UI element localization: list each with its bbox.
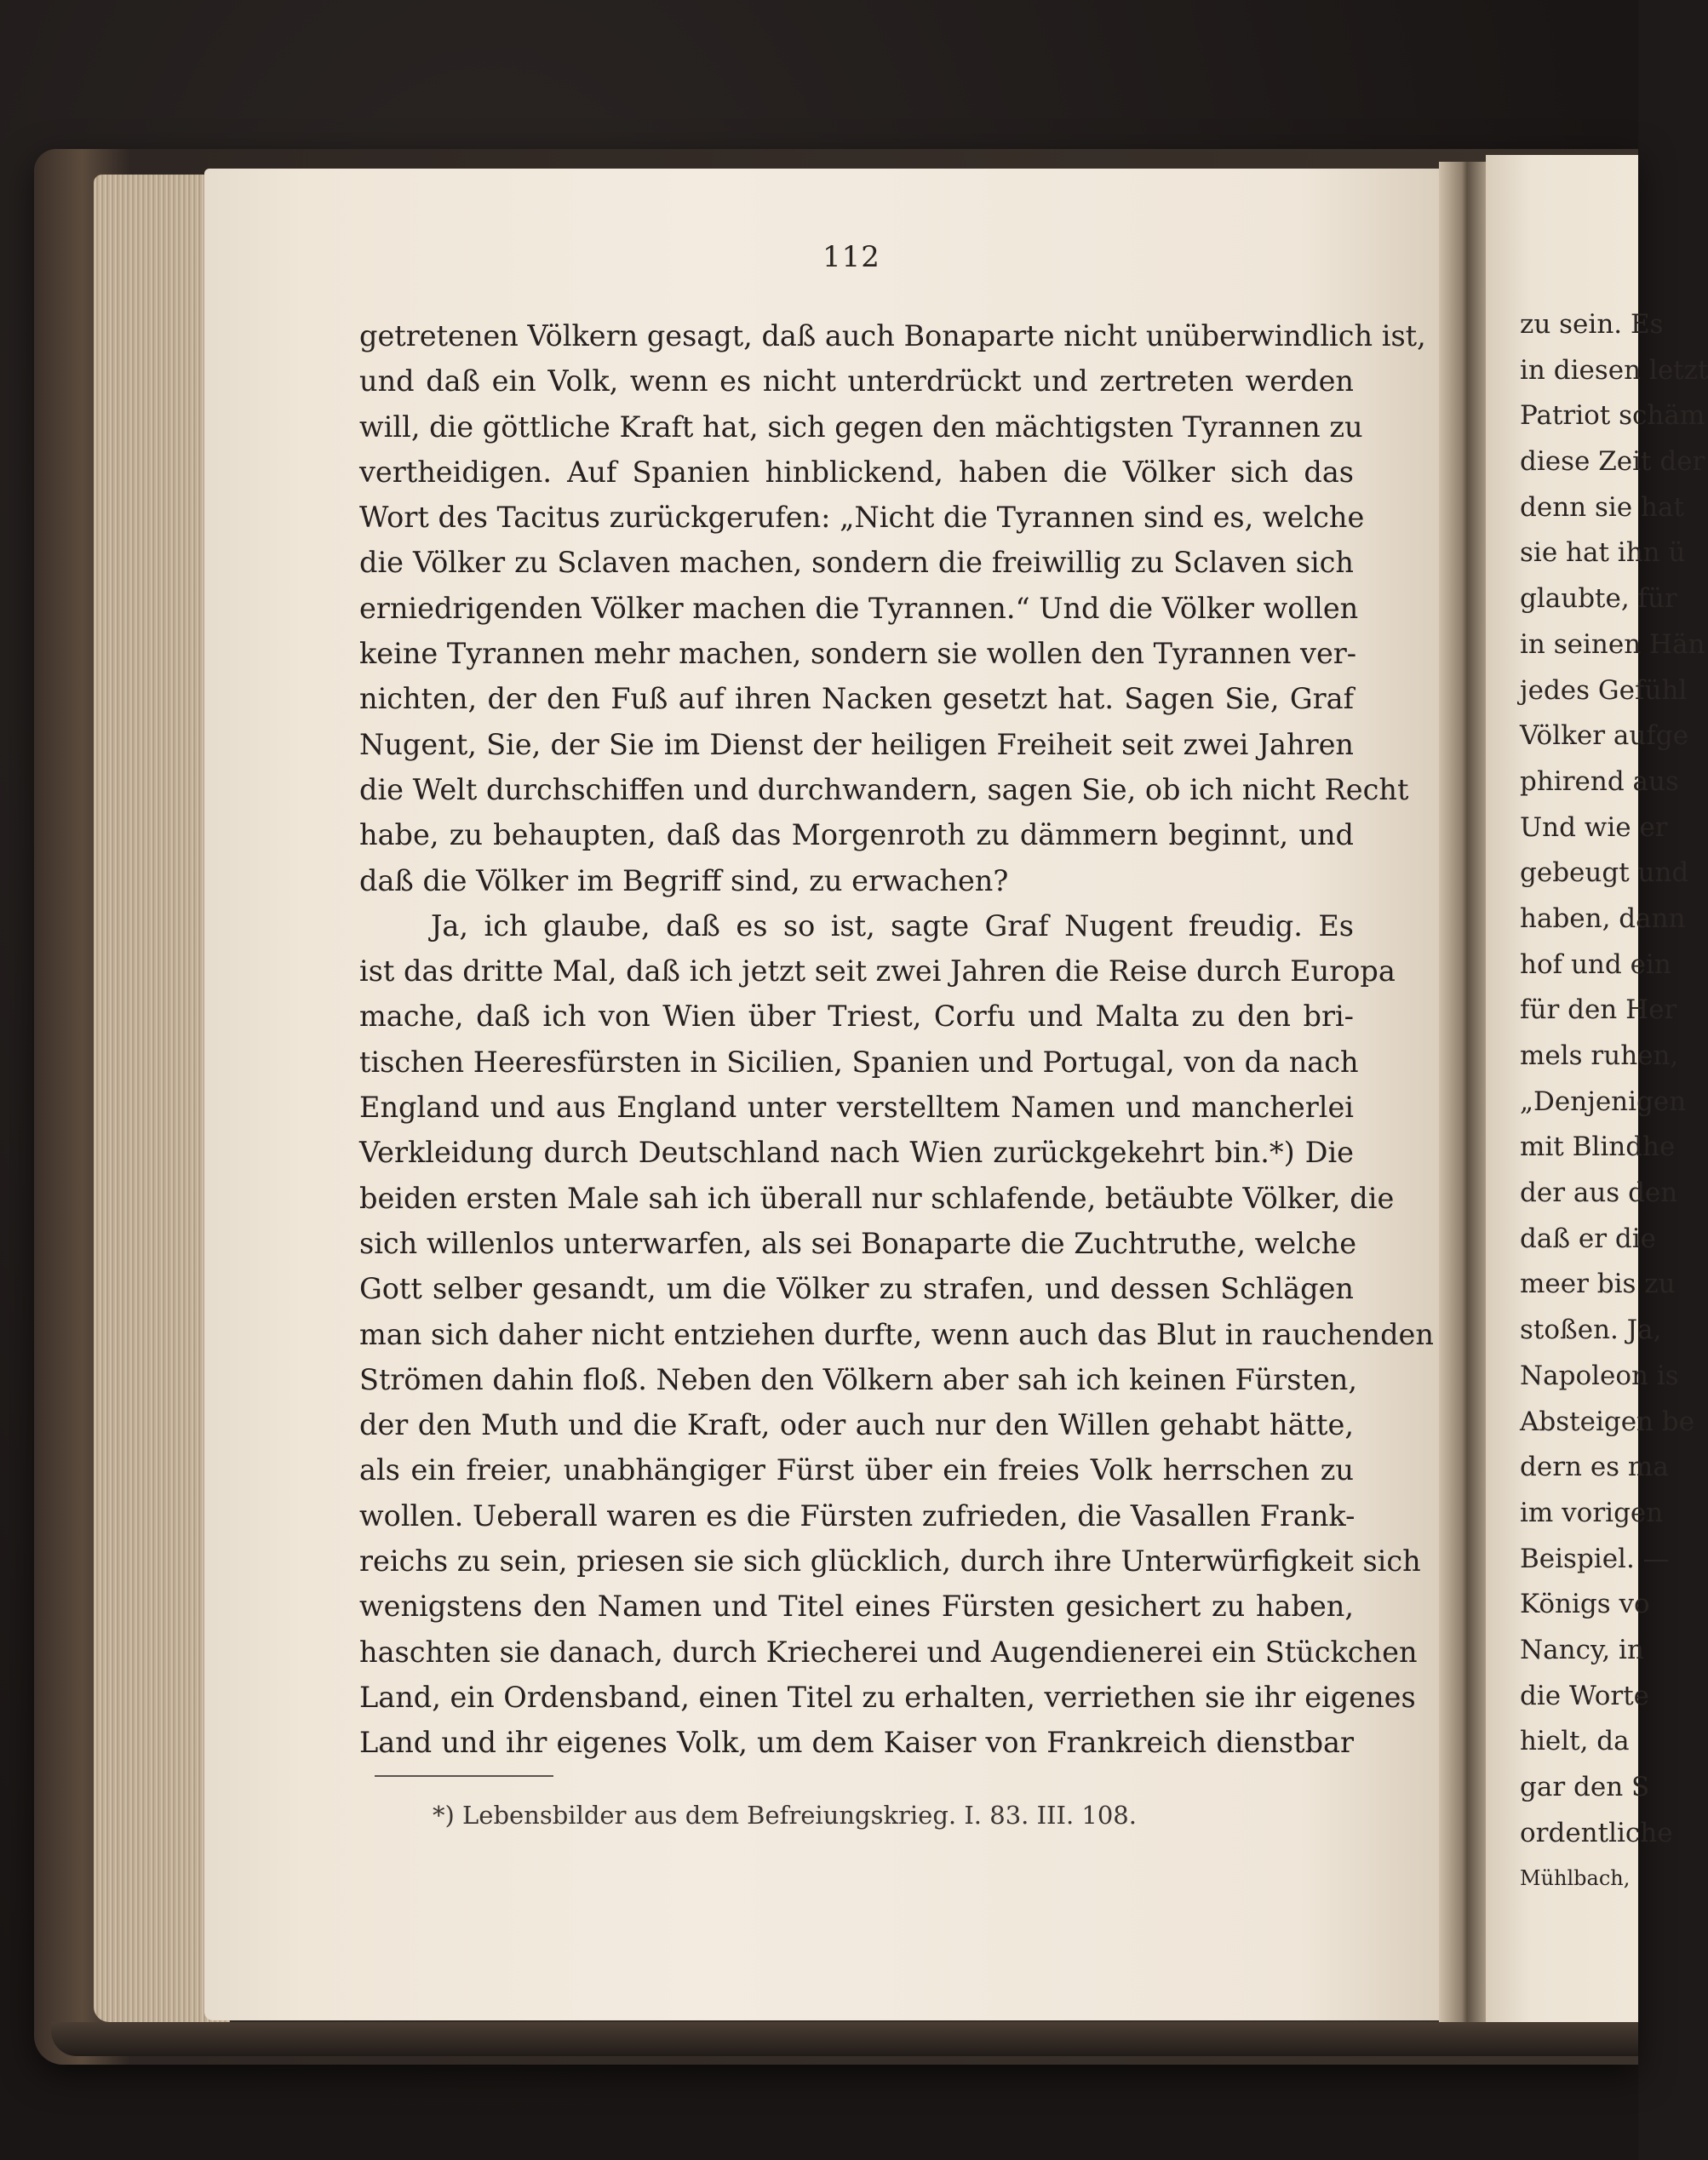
text-line: vertheidigen. Auf Spanien hinblickend, haben die Völker sich das (359, 455, 1354, 489)
footnote: *) Lebensbilder aus dem Befreiungskrieg. I. 83. III. 108. (433, 1801, 1137, 1830)
right-page-line: glaubte, für (1520, 583, 1677, 615)
text-line: nichten, der den Fuß auf ihren Nacken gesetzt hat. Sagen Sie, Graf (359, 682, 1354, 716)
right-page-line: haben, dann (1520, 902, 1686, 934)
text-line: getretenen Völkern gesagt, daß auch Bonaparte nicht unüberwindlich ist, (359, 319, 1426, 352)
text-line: Gott selber gesandt, um die Völker zu strafen, und dessen Schlägen (359, 1272, 1354, 1306)
right-page-line: im vorigen (1520, 1497, 1664, 1528)
right-page-line: diese Zeit der (1520, 446, 1705, 478)
text-line: Strömen dahin floß. Neben den Völkern aber sah ich keinen Fürsten, (359, 1362, 1358, 1396)
text-line: der den Muth und die Kraft, oder auch nur den Willen gehabt hätte, (359, 1408, 1354, 1442)
right-page-line: der aus den (1520, 1177, 1678, 1209)
right-page-line: jedes Gefühl (1520, 674, 1688, 706)
right-page-line: phirend aus (1520, 765, 1679, 797)
text-line: erniedrigenden Völker machen die Tyrannen.“ Und die Völker wollen (359, 591, 1359, 625)
text-line: Nugent, Sie, der Sie im Dienst der heiligen Freiheit seit zwei Jahren (359, 727, 1354, 761)
text-line: will, die göttliche Kraft hat, sich gegen den mächtigsten Tyrannen zu (359, 410, 1363, 444)
right-page-line: Mühlbach, (1520, 1866, 1631, 1891)
right-page-text (1520, 302, 1708, 1902)
right-page-line: mit Blindhe (1520, 1132, 1676, 1163)
right-page-line: Napoleon is (1520, 1360, 1679, 1391)
text-line: tischen Heeresfürsten in Sicilien, Spanien und Portugal, von da nach (359, 1045, 1359, 1079)
right-page-line: Königs vo (1520, 1589, 1650, 1620)
text-line: mache, daß ich von Wien über Triest, Corfu und Malta zu den bri- (359, 1000, 1354, 1034)
text-line: beiden ersten Male sah ich überall nur schlafende, betäubte Völker, die (359, 1181, 1395, 1215)
right-page-line: meer bis zu (1520, 1269, 1676, 1300)
right-page-line: zu sein. Es (1520, 309, 1664, 340)
right-page-line: Beispiel. — (1520, 1543, 1670, 1574)
right-page-line: mels ruhen, (1520, 1040, 1679, 1071)
right-page-line: für den Her (1520, 994, 1677, 1026)
text-line: Verkleidung durch Deutschland nach Wien zurückgekehrt bin.*) Die (359, 1136, 1354, 1170)
right-page-line: Nancy, in (1520, 1634, 1644, 1665)
right-page-line: sie hat ihn ü (1520, 537, 1686, 569)
text-line: Land, ein Ordensband, einen Titel zu erhalten, verriethen sie ihr eigenes (359, 1680, 1416, 1714)
right-page-line: gebeugt und (1520, 857, 1689, 889)
text-line: die Völker zu Sclaven machen, sondern die freiwillig zu Sclaven sich (359, 546, 1354, 580)
text-line: haschten sie danach, durch Kriecherei und Augendienerei ein Stückchen (359, 1635, 1418, 1669)
page-number: 112 (822, 240, 880, 274)
book-gutter (1439, 162, 1490, 2026)
text-line: Ja, ich glaube, daß es so ist, sagte Graf Nugent freudig. Es (431, 908, 1354, 942)
text-line: wollen. Ueberall waren es die Fürsten zufrieden, die Vasallen Frank- (359, 1498, 1356, 1533)
right-page-line: dern es ma (1520, 1452, 1669, 1483)
text-line: England und aus England unter verstelltem Namen und mancherlei (359, 1091, 1354, 1125)
right-page-line: hielt, da (1520, 1726, 1630, 1757)
page-body-text (359, 313, 1434, 1766)
right-page-line: daß er die (1520, 1223, 1657, 1254)
text-line: daß die Völker im Begriff sind, zu erwachen? (359, 863, 1009, 897)
right-page-line: die Worte (1520, 1680, 1650, 1711)
right-page-line: ordentliche (1520, 1817, 1673, 1848)
text-line: ist das dritte Mal, daß ich jetzt seit zwei Jahren die Reise durch Europa (359, 954, 1396, 988)
right-page-line: hof und ein (1520, 948, 1671, 980)
right-page-line: gar den S (1520, 1772, 1650, 1802)
right-page-line: stoßen. Ja, (1520, 1315, 1662, 1346)
text-line: habe, zu behaupten, daß das Morgenroth zu dämmern beginnt, und (359, 818, 1354, 852)
right-page-line: in diesen letzt (1520, 354, 1708, 386)
text-line: reichs zu sein, priesen sie sich glücklich, durch ihre Unterwürfigkeit sich (359, 1544, 1421, 1578)
text-line: sich willenlos unterwarfen, als sei Bonaparte die Zuchtruthe, welche (359, 1226, 1357, 1260)
text-line: man sich daher nicht entziehen durfte, wenn auch das Blut in rauchenden (359, 1317, 1434, 1351)
right-page-line: in seinen Hän (1520, 628, 1705, 660)
right-page-line: Und wie er (1520, 811, 1668, 843)
text-line: Land und ihr eigenes Volk, um dem Kaiser von Frankreich dienstbar (359, 1726, 1354, 1760)
text-line: als ein freier, unabhängiger Fürst über ein freies Volk herrschen zu (359, 1453, 1354, 1487)
right-page-line: Völker aufge (1520, 720, 1689, 752)
right-page-line: Absteigen be (1520, 1406, 1695, 1437)
text-line: keine Tyrannen mehr machen, sondern sie wollen den Tyrannen ver- (359, 637, 1357, 671)
text-line: wenigstens den Namen und Titel eines Fürsten gesichert zu haben, (359, 1590, 1354, 1624)
text-line: und daß ein Volk, wenn es nicht unterdrückt und zertreten werden (359, 364, 1354, 398)
right-page-line: denn sie hat (1520, 491, 1684, 523)
footnote-divider (375, 1775, 553, 1777)
right-page-line: „Denjenigen (1520, 1086, 1687, 1117)
text-line: Wort des Tacitus zurückgerufen: „Nicht die Tyrannen sind es, welche (359, 501, 1365, 535)
right-page-line: Patriot schäm (1520, 400, 1705, 432)
book-bottom-edge (51, 2022, 1638, 2056)
text-line: die Welt durchschiffen und durchwandern, sagen Sie, ob ich nicht Recht (359, 772, 1409, 806)
